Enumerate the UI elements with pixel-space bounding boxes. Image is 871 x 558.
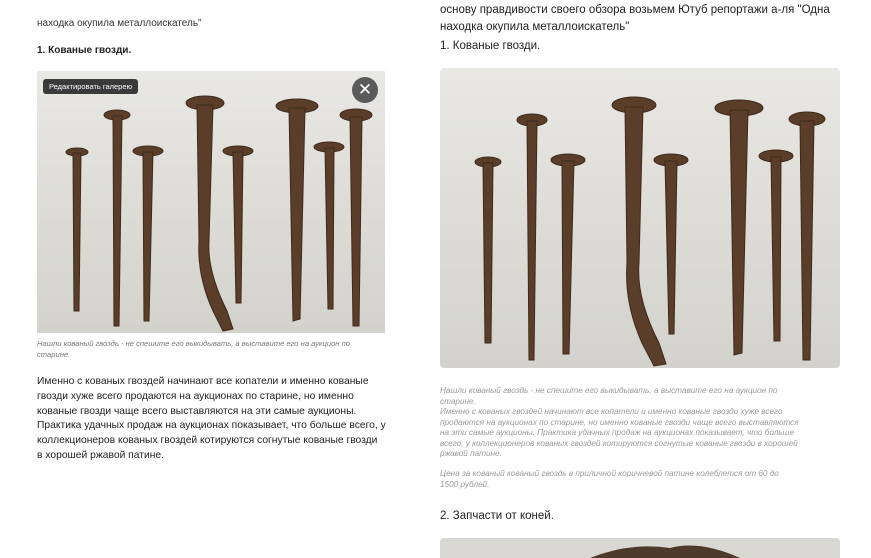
caption-line: старине. xyxy=(440,396,476,406)
caption-line: Нашли кованый гвоздь - не спешите его выкидывать, а выставите его на аукцион по xyxy=(440,386,778,395)
paragraph-line: в хорошей ржавой патине. xyxy=(37,450,164,461)
horse-parts-photo xyxy=(440,538,840,558)
intro-text-tail: находка окупила металлоискатель" xyxy=(37,18,202,29)
article-image-2[interactable] xyxy=(440,538,840,558)
caption-line: на эти самые аукционы. Практика удачных продаж на аукционах показывает, что больше xyxy=(440,428,795,437)
editor-column xyxy=(0,0,400,558)
paragraph-line: гвозди хуже всего продаются на аукционах по старине, но именно xyxy=(37,391,354,402)
caption-line: всего, у коллекционеров кованых гвоздей котируются согнутые кованые гвозди в хорошей xyxy=(440,438,798,448)
caption-line: 1500 рублей. xyxy=(440,479,490,489)
intro-text-line: находка окупила металлоискатель" xyxy=(440,21,630,33)
section-heading: 1. Кованые гвозди. xyxy=(37,45,132,56)
paragraph-line: Практика удачных продаж на аукционах показывает, что больше всего, у xyxy=(37,420,386,431)
article-image[interactable] xyxy=(440,68,840,368)
intro-text-line: основу правдивости своего обзора возьмем Ютуб репортажи а-ля "Одна xyxy=(440,4,830,16)
close-icon[interactable]: ✕ xyxy=(352,77,378,103)
section-heading: 1. Кованые гвозди. xyxy=(440,40,541,52)
caption-line: Именно с кованых гвоздей начинают все копатели и именно кованые гвозди хуже всего xyxy=(440,407,783,416)
paragraph-line: кованые гвозди чаще всего выставляются на эти самые аукционы. xyxy=(37,406,357,417)
image-caption-line-2: старине. xyxy=(37,350,71,359)
edit-gallery-button[interactable]: Редактировать галерею xyxy=(43,79,138,94)
gallery-image[interactable] xyxy=(37,71,385,333)
paragraph-line: коллекционеров кованых гвоздей котируются согнутые кованые гвозди xyxy=(37,435,378,446)
nails-photo xyxy=(440,68,840,368)
caption-line: Цена за кованый кованый гвоздь в приличной коричневой патине колеблется от 60 до xyxy=(440,469,779,478)
paragraph-line: Именно с кованых гвоздей начинают все копатели и именно кованые xyxy=(37,376,369,387)
image-caption-line-1: Нашли кованый гвоздь - не спешите его выкидывать, а выставите его на аукцион по xyxy=(37,339,350,348)
caption-line: продаются на аукционах по старине, но именно кованые гвозди чаще всего выставляются xyxy=(440,417,799,427)
caption-line: ржавой патине. xyxy=(440,449,502,458)
section-heading-2: 2. Запчасти от коней. xyxy=(440,510,554,522)
nails-photo xyxy=(37,71,385,333)
